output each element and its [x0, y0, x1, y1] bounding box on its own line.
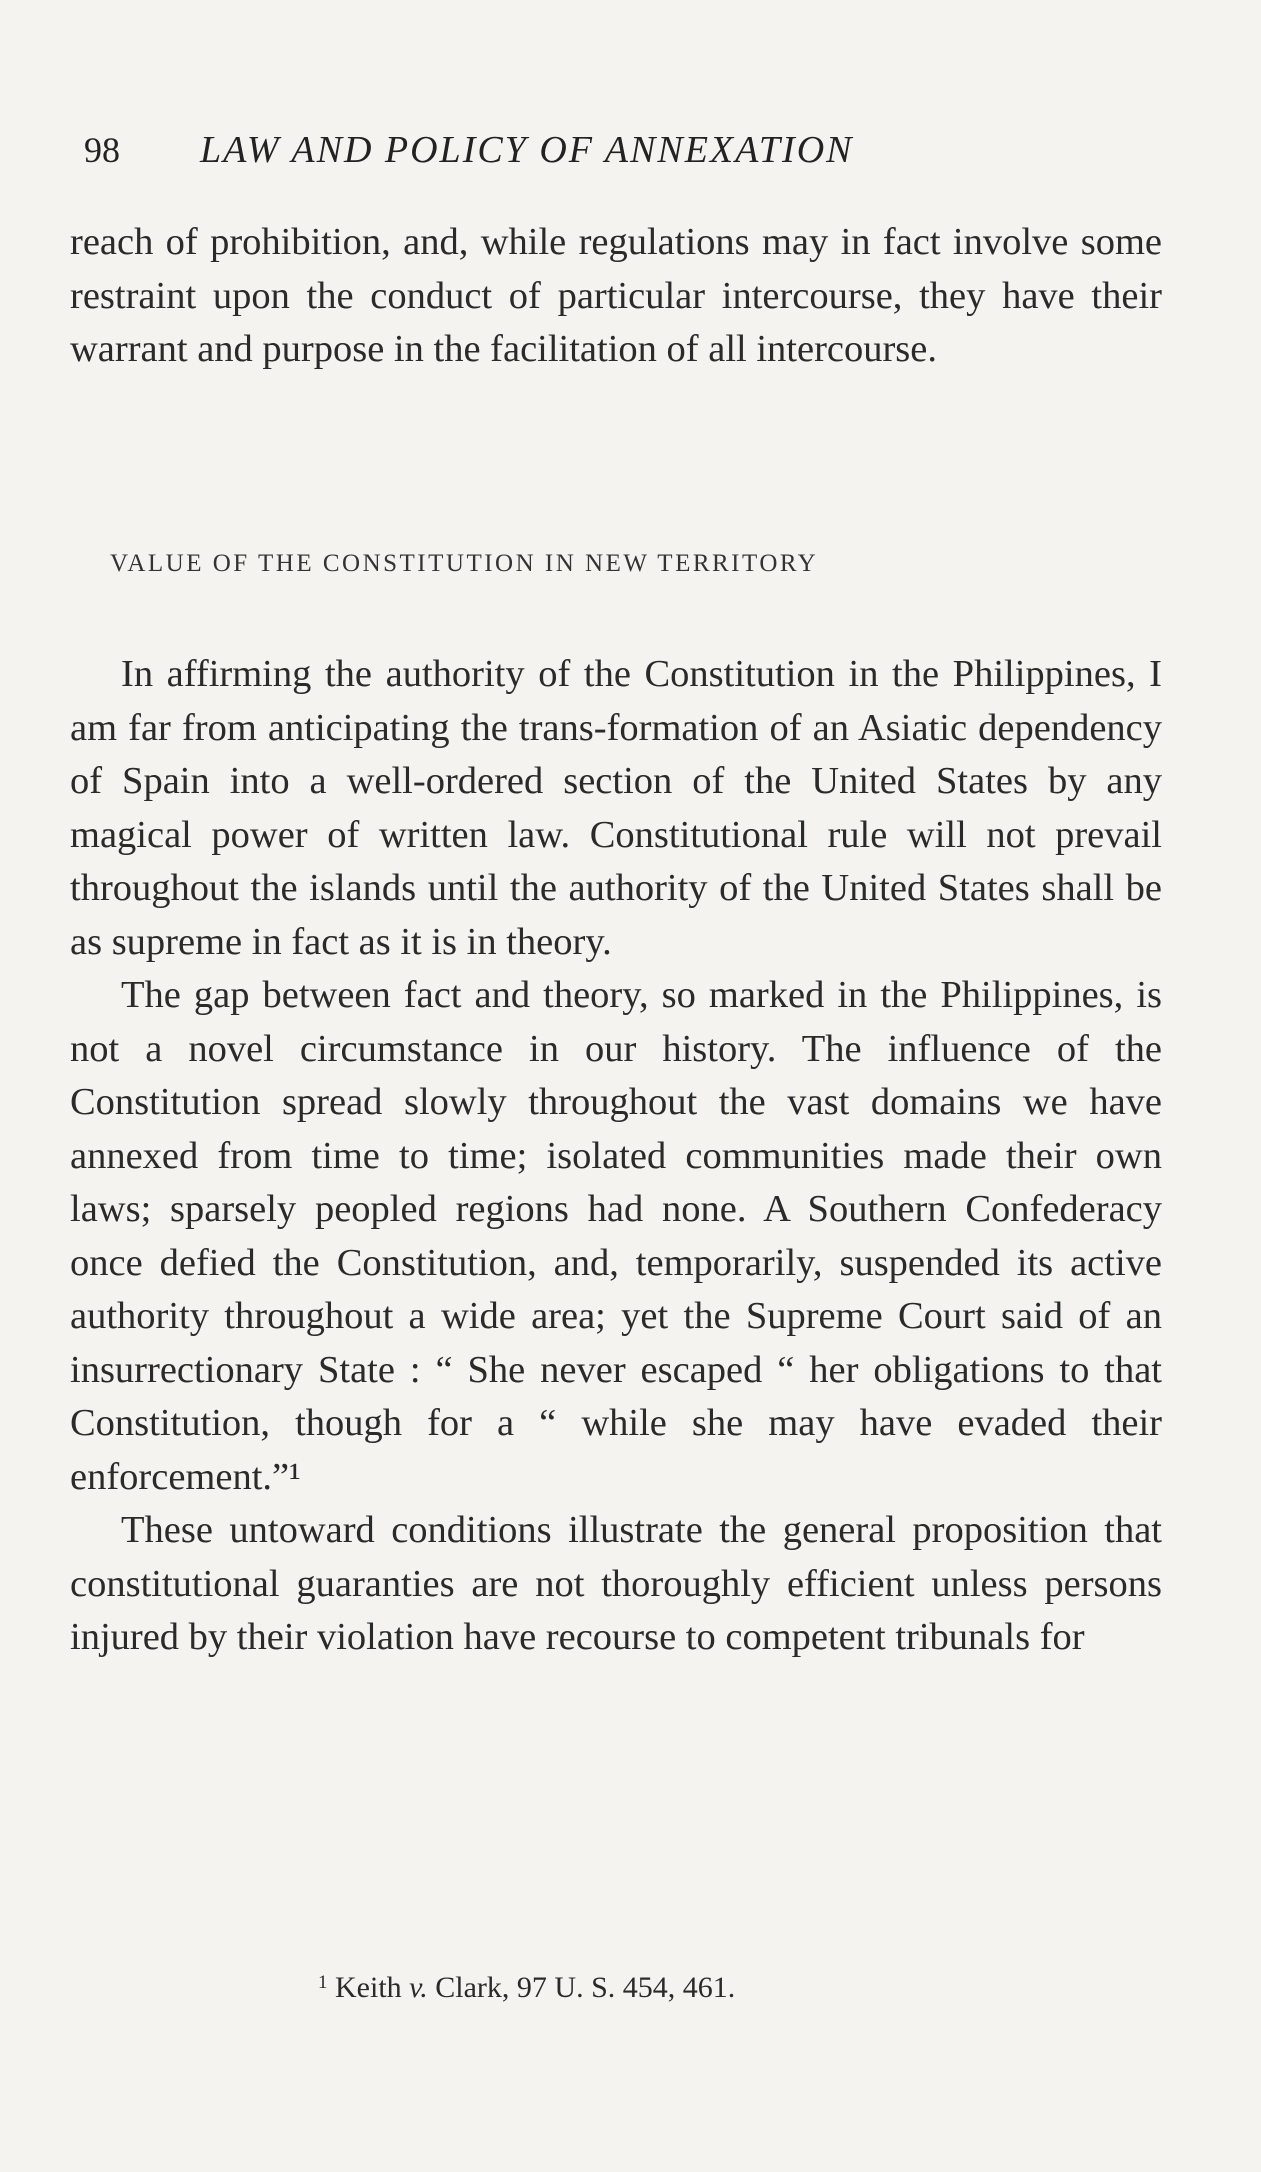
section-heading: VALUE OF THE CONSTITUTION IN NEW TERRITORY — [110, 550, 819, 577]
section-body — [70, 648, 1162, 1665]
running-head — [84, 120, 1184, 180]
footnote — [318, 1963, 1018, 2008]
page-number: 98 — [84, 130, 120, 170]
running-title: LAW AND POLICY OF ANNEXATION — [200, 129, 854, 171]
body-paragraph: These untoward conditions illustrate the general proposition that constitutional guaranties are not thoroughly efficient unless persons injured by their violation have recourse to competent tribunals for — [70, 1509, 1162, 1658]
footnote-marker: 1 — [318, 1972, 328, 1993]
body-paragraph: The gap between fact and theory, so marked in the Philippines, is not a novel circumstance in our history. The influence of the Constitution spread slowly throughout the vast domains we have annexed from time to time; isolated communities made their own laws; sparsely peopled regions had none. A Southern Confederacy once defied the Constitution, and, temporarily, suspended its active authority throughout a wide area; yet the Supreme Court said of an insurrectionary State : “ She never escaped “ her obligations to that Constitution, though for a “ while she may have evaded their enforcement.”¹ — [70, 974, 1162, 1498]
continued-paragraph-block — [70, 216, 1162, 377]
body-paragraph: reach of prohibition, and, while regulations may in fact involve some restraint upon the conduct of particular intercourse, they have their warrant and purpose in the facilitation of all intercourse. — [70, 221, 1162, 370]
body-paragraph: In affirming the authority of the Constitution in the Philippines, I am far from anticipating the trans-formation of an Asiatic dependency of Spain into a well-ordered section of the United States by any magical power of written law. Constitutional rule will not prevail throughout the islands until the authority of the United States shall be as supreme in fact as it is in theory. — [70, 653, 1162, 963]
footnote-versus: v. — [409, 1971, 428, 2004]
footnote-citation: Clark, 97 U. S. 454, 461. — [435, 1971, 736, 2004]
footnote-case-name: Keith — [335, 1971, 402, 2004]
